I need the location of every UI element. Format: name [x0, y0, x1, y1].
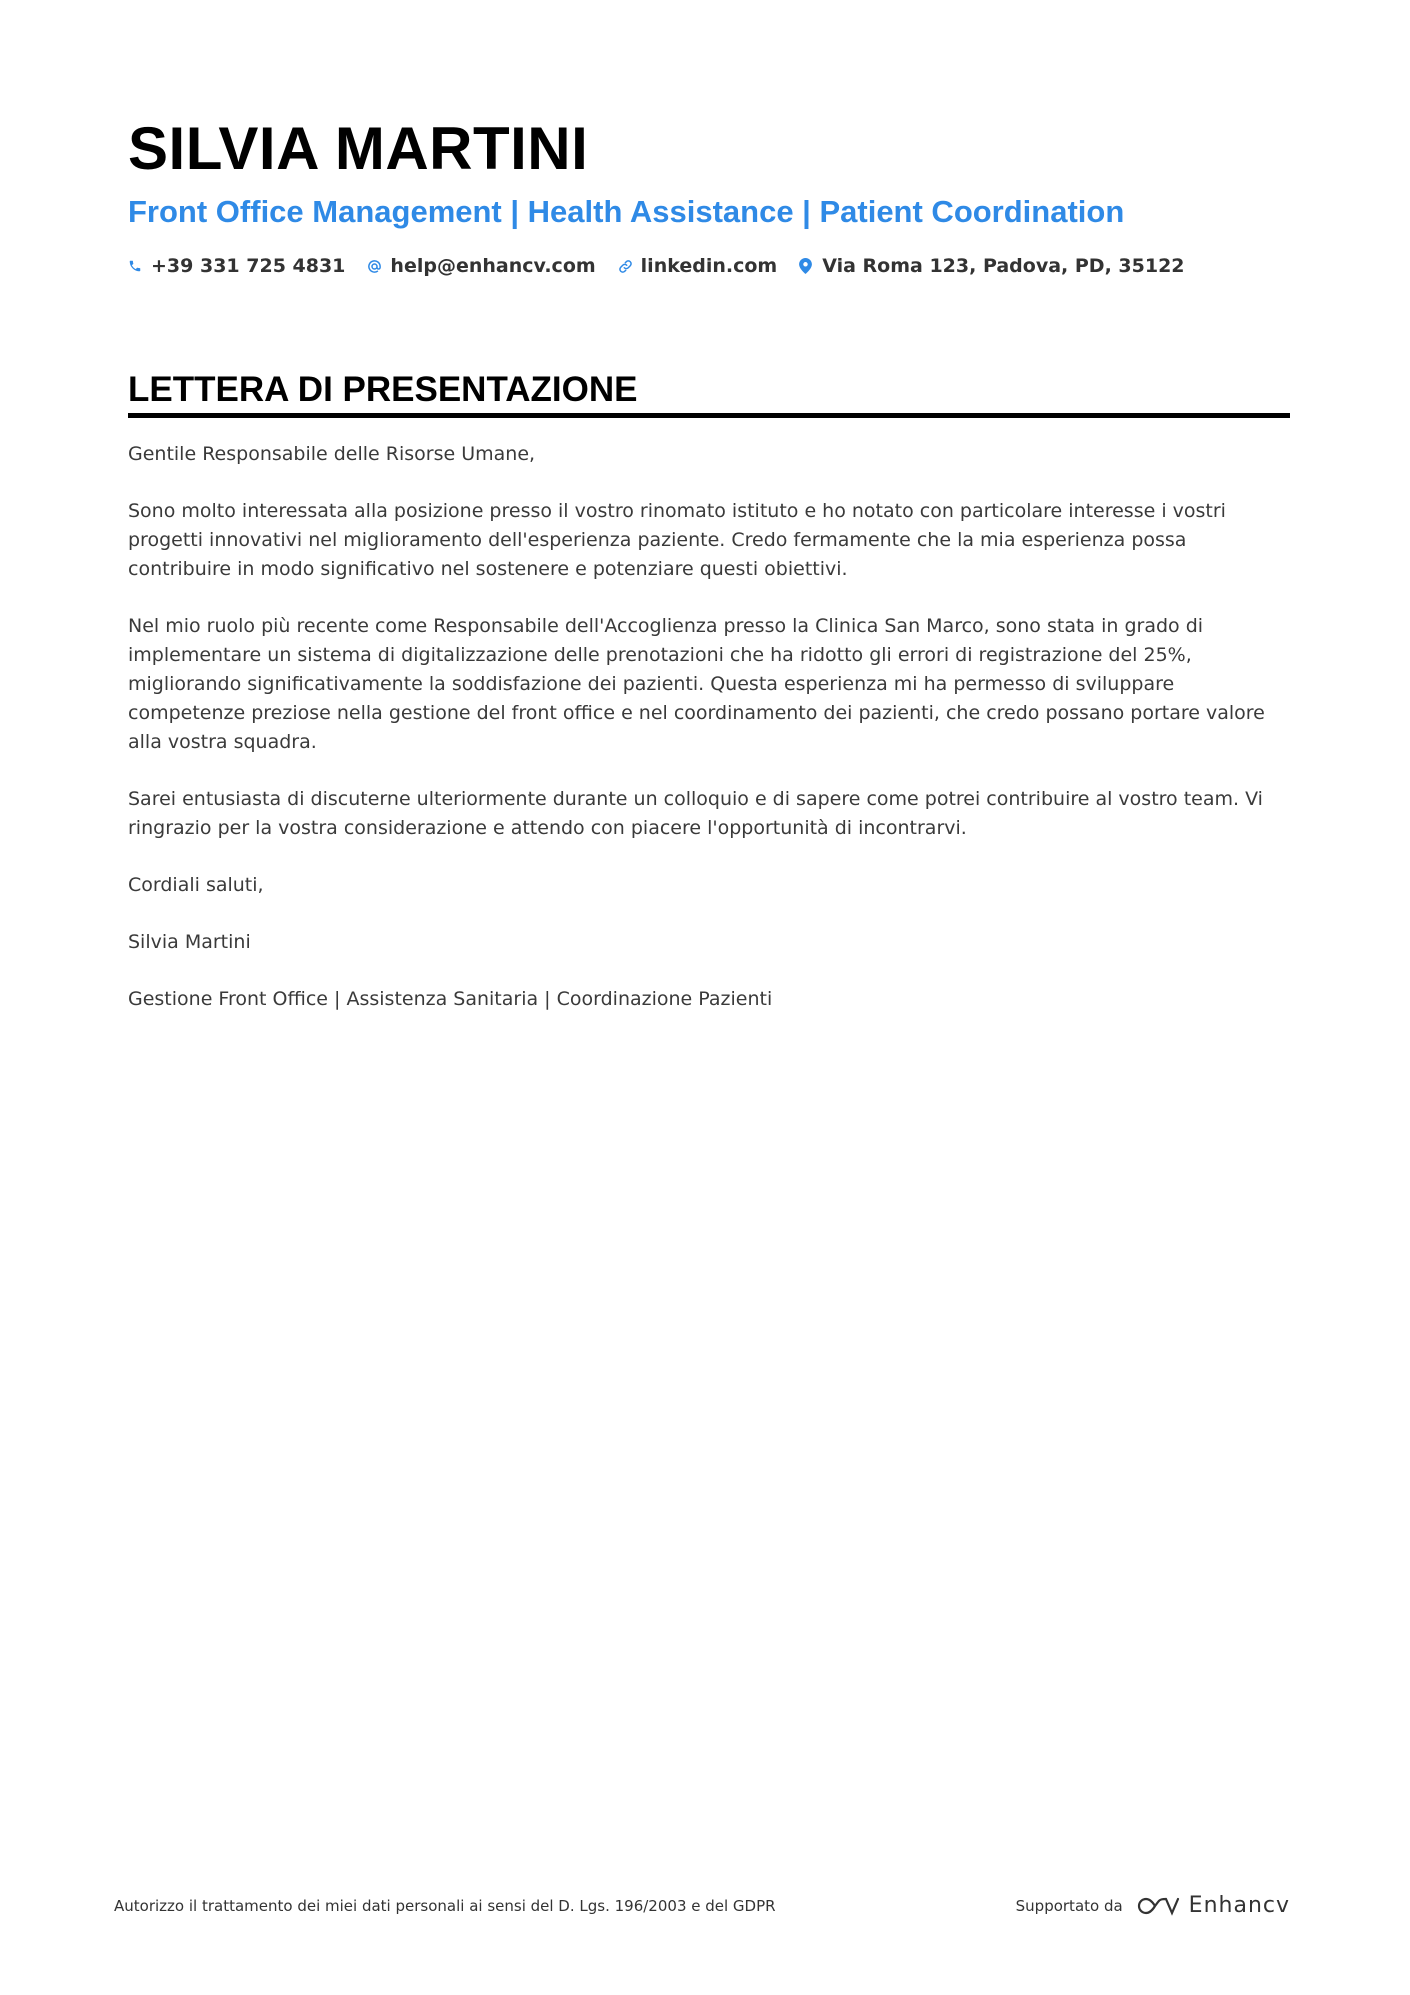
letter-paragraph: Sono molto interessata alla posizione presso il vostro rinomato istituto e ho notato con particolare interesse i vostri progetti innovativi nel miglioramento dell'esperienza paziente. Credo fermamente che la mia esperienza possa contribuire in modo significativo nel sostenere e potenziare questi obiettivi.	[128, 500, 1226, 581]
letter-signature: Silvia Martini	[128, 931, 251, 954]
contact-linkedin-text: linkedin.com	[640, 255, 778, 278]
contact-bar	[128, 255, 1290, 277]
contact-phone[interactable]	[128, 255, 345, 277]
letter-tagline: Gestione Front Office | Assistenza Sanitaria | Coordinazione Pazienti	[128, 988, 773, 1011]
letter-body	[128, 440, 1290, 1014]
contact-email[interactable]	[367, 255, 595, 277]
contact-email-text: help@enhancv.com	[390, 255, 596, 278]
candidate-name: SILVIA MARTINI	[128, 115, 589, 182]
letter-closing: Cordiali saluti,	[128, 874, 264, 897]
link-icon	[618, 258, 633, 275]
phone-icon	[128, 258, 143, 275]
candidate-headline: Front Office Management | Health Assistance | Patient Coordination	[128, 194, 1125, 229]
section-divider	[128, 413, 1290, 418]
enhancv-logo-icon	[1135, 1894, 1181, 1918]
privacy-consent: Autorizzo il trattamento dei miei dati personali ai sensi del D. Lgs. 196/2003 e del GDPR	[114, 1896, 776, 1915]
supported-by-label: Supportato da	[1015, 1896, 1123, 1915]
cover-letter-page	[128, 100, 1290, 1042]
supported-by[interactable]	[1016, 1893, 1290, 1918]
letter-paragraph: Nel mio ruolo più recente come Responsabile dell'Accoglienza presso la Clinica San Marco, sono stata in grado di implementare un sistema di digitalizzazione delle prenotazioni che ha ridotto gli errori di registrazione del 25%, migliorando significativamente la soddisfazione dei pazienti. Questa esperienza mi ha permesso di sviluppare competenze preziose nella gestione del front office e nel coordinamento dei pazienti, che credo possano portare valore alla vostra squadra.	[128, 615, 1265, 754]
contact-phone-text: +39 331 725 4831	[151, 255, 346, 278]
at-icon	[367, 258, 382, 275]
location-pin-icon	[799, 258, 814, 275]
contact-address-text: Via Roma 123, Padova, PD, 35122	[822, 255, 1185, 278]
section-title: LETTERA DI PRESENTAZIONE	[128, 370, 638, 410]
page-footer	[114, 1893, 1290, 1918]
brand-name: Enhancv	[1188, 1893, 1290, 1918]
letter-greeting: Gentile Responsabile delle Risorse Umane,	[128, 443, 536, 466]
contact-linkedin[interactable]	[618, 255, 778, 277]
contact-address	[799, 255, 1184, 277]
letter-paragraph: Sarei entusiasta di discuterne ulteriormente durante un colloquio e di sapere come potrei contribuire al vostro team. Vi ringrazio per la vostra considerazione e attendo con piacere l'opportunità di incontrarvi.	[128, 788, 1263, 840]
